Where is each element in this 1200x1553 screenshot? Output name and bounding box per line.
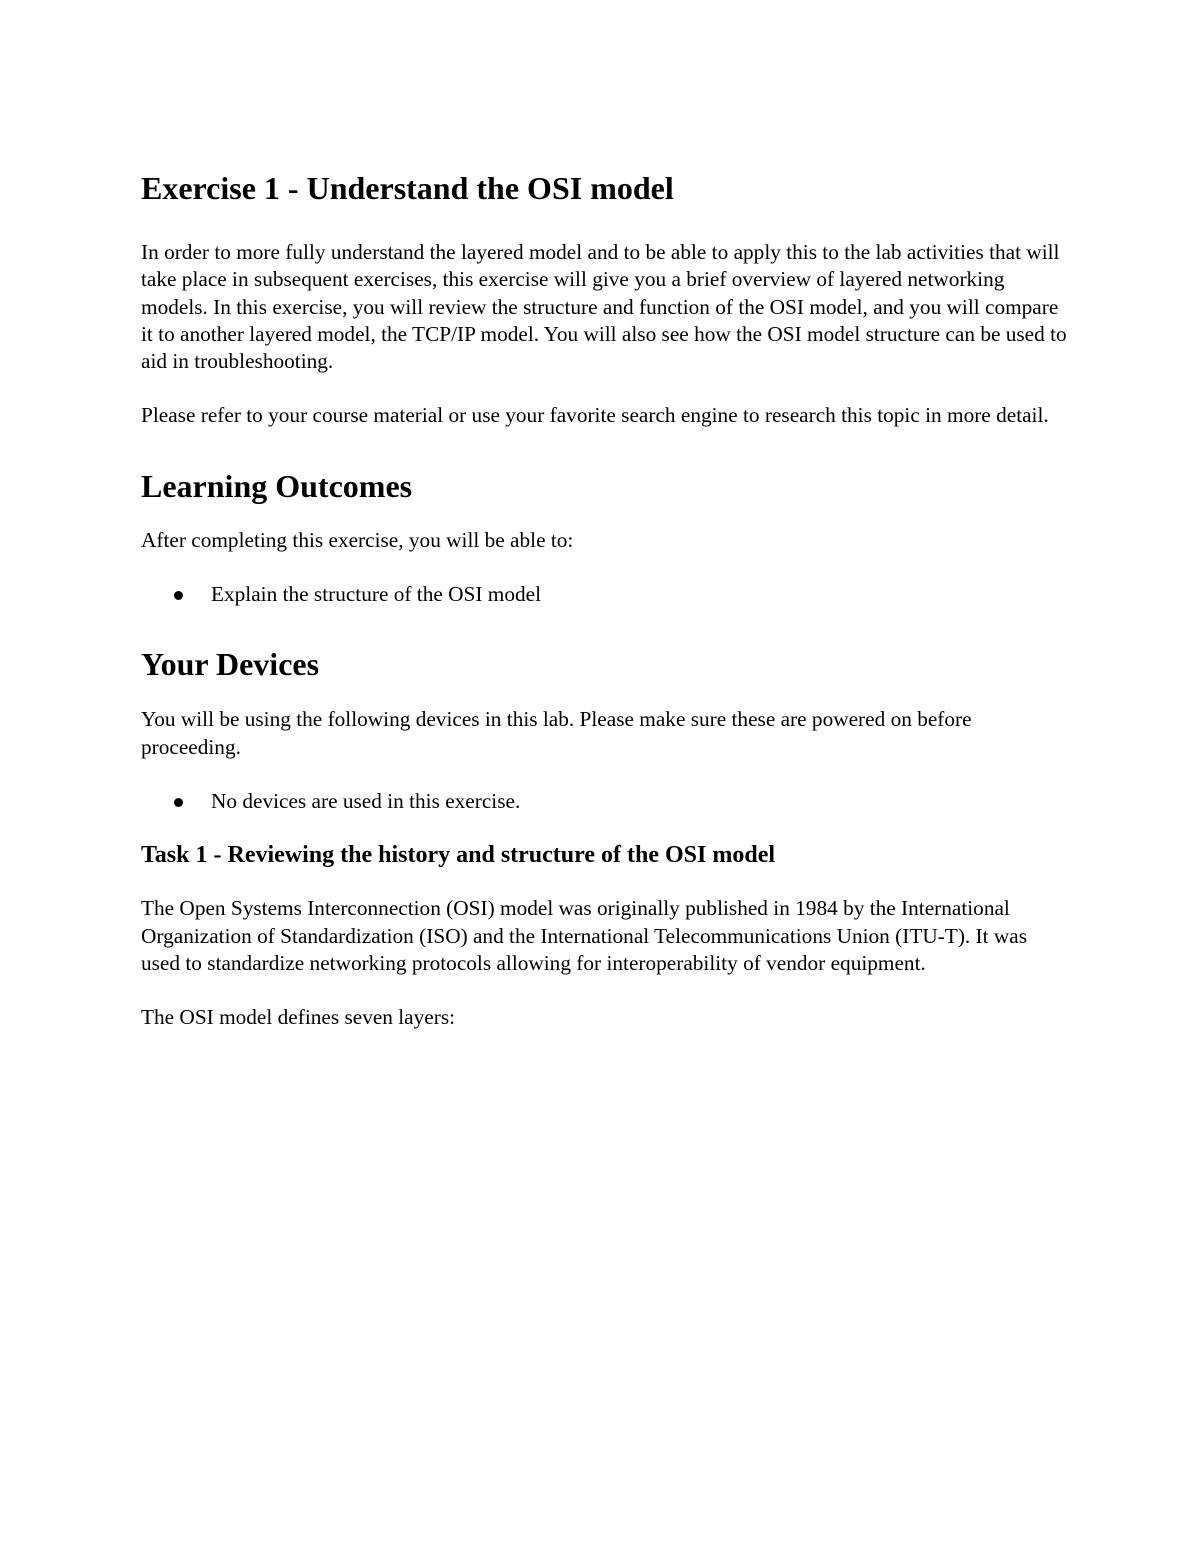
refer-paragraph: Please refer to your course material or use your favorite search engine to research this topic in more detail.	[141, 403, 1049, 428]
learning-outcomes-heading: Learning Outcomes	[141, 467, 413, 504]
task1-heading: Task 1 - Reviewing the history and structure of the OSI model	[141, 842, 776, 869]
your-devices-list	[141, 788, 1071, 815]
task1-paragraph-history: The Open Systems Interconnection (OSI) model was originally published in 1984 by the International Organization of Standardization (ISO) and the International Telecommunications Union (ITU-T). It was used to standardize networking protocols allowing for interoperability of vendor equipment.	[141, 896, 1028, 975]
learning-outcomes-list	[141, 581, 1071, 608]
list-item	[141, 788, 1071, 815]
bullet-icon	[174, 591, 183, 600]
intro-paragraph: In order to more fully understand the layered model and to be able to apply this to the lab activities that will take place in subsequent exercises, this exercise will give you a brief overview of layered networking models. In this exercise, you will review the structure and function of the OSI model, and you will compare it to another layered model, the TCP/IP model. You will also see how the OSI model structure can be used to aid in troubleshooting.	[141, 240, 1067, 374]
list-item-text: Explain the structure of the OSI model	[211, 582, 542, 607]
bullet-icon	[174, 798, 183, 807]
document-title: Exercise 1 - Understand the OSI model	[141, 170, 674, 206]
list-item-text: No devices are used in this exercise.	[211, 788, 521, 813]
list-item	[141, 581, 1071, 608]
task1-paragraph-layers: The OSI model defines seven layers:	[141, 1005, 456, 1030]
learning-outcomes-lead: After completing this exercise, you will be able to:	[141, 527, 574, 552]
document-page	[141, 168, 1071, 1031]
your-devices-lead: You will be using the following devices in this lab. Please make sure these are powered on before proceeding.	[141, 707, 972, 759]
your-devices-heading: Your Devices	[141, 646, 320, 683]
